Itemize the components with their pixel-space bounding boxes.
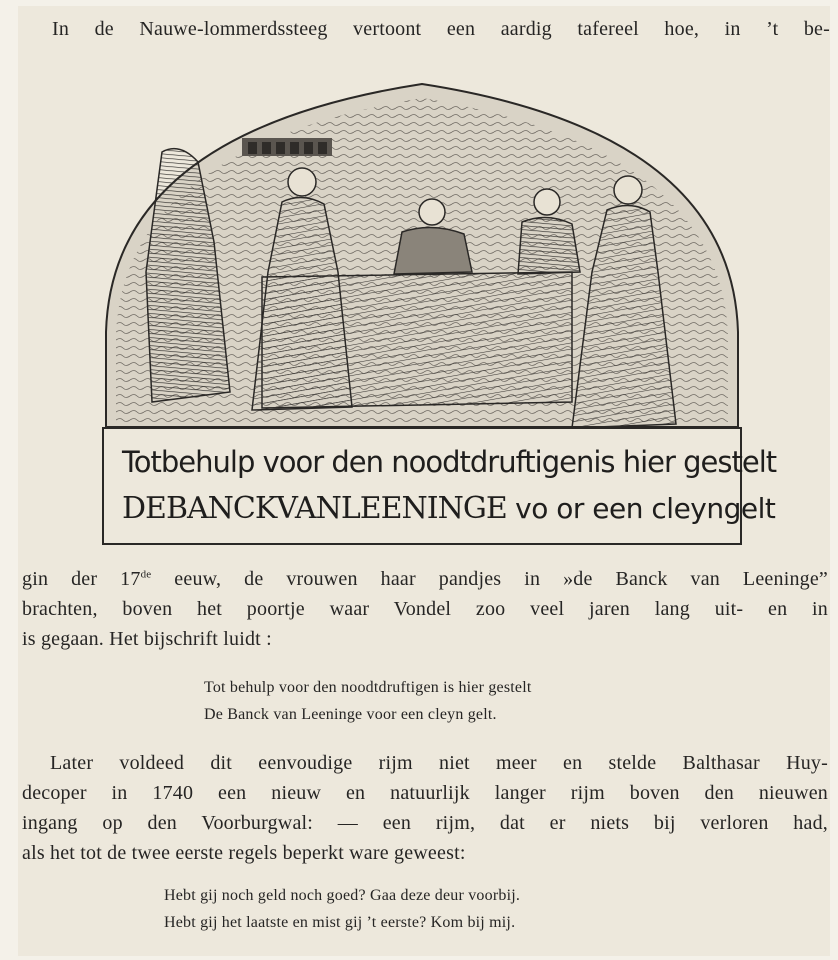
caption-line-1: Totbehulp voor den noodtdruftigenis hier gestelt	[122, 445, 777, 479]
caption-line-2	[122, 491, 775, 526]
para1-line-2: brachten, boven het poortje waar Vondel zoo veel jaren lang uit- en in	[22, 598, 828, 620]
para1-line-1-post: eeuw, de vrouwen haar pandjes in »de Banck van Leeninge”	[151, 568, 829, 590]
verse2-line-2: Hebt gij het laatste en mist gij ’t eerste? Kom bij mij.	[164, 914, 516, 931]
verse1-line-1: Tot behulp voor den noodtdruftigen is hier gestelt	[204, 679, 532, 696]
para2-line-2: decoper in 1740 een nieuw en natuurlijk langer rijm boven den nieuwen	[22, 782, 828, 804]
para1-line-3: is gegaan. Het bijschrift luidt :	[22, 628, 272, 650]
verse2-line-1: Hebt gij noch geld noch goed? Gaa deze deur voorbij.	[164, 887, 521, 904]
engraving-caption	[102, 427, 777, 545]
para2-line-1: Later voldeed dit eenvoudige rijm niet meer en stelde Balthasar Huy-	[50, 752, 828, 774]
para1-line-1-pre: gin der 17	[22, 568, 141, 590]
para2-line-3: ingang op den Voorburgwal: — een rijm, dat er niets bij verloren had,	[22, 812, 828, 834]
verse1-line-2: De Banck van Leeninge voor een cleyn gelt.	[204, 706, 497, 723]
caption-line-2-rest: vo or een cleyngelt	[506, 492, 776, 525]
para1-line-1	[22, 568, 828, 591]
caption-line-2-bold: DEBANCKVANLEENINGE	[122, 491, 507, 526]
para1-line-1-sup: de	[140, 568, 152, 581]
para2-line-4: als het tot de twee eerste regels beperkt ware geweest:	[22, 842, 466, 864]
top-text-line: In de Nauwe-lommerdssteeg vertoont een aardig tafereel hoe, in ’t be-	[52, 18, 830, 40]
